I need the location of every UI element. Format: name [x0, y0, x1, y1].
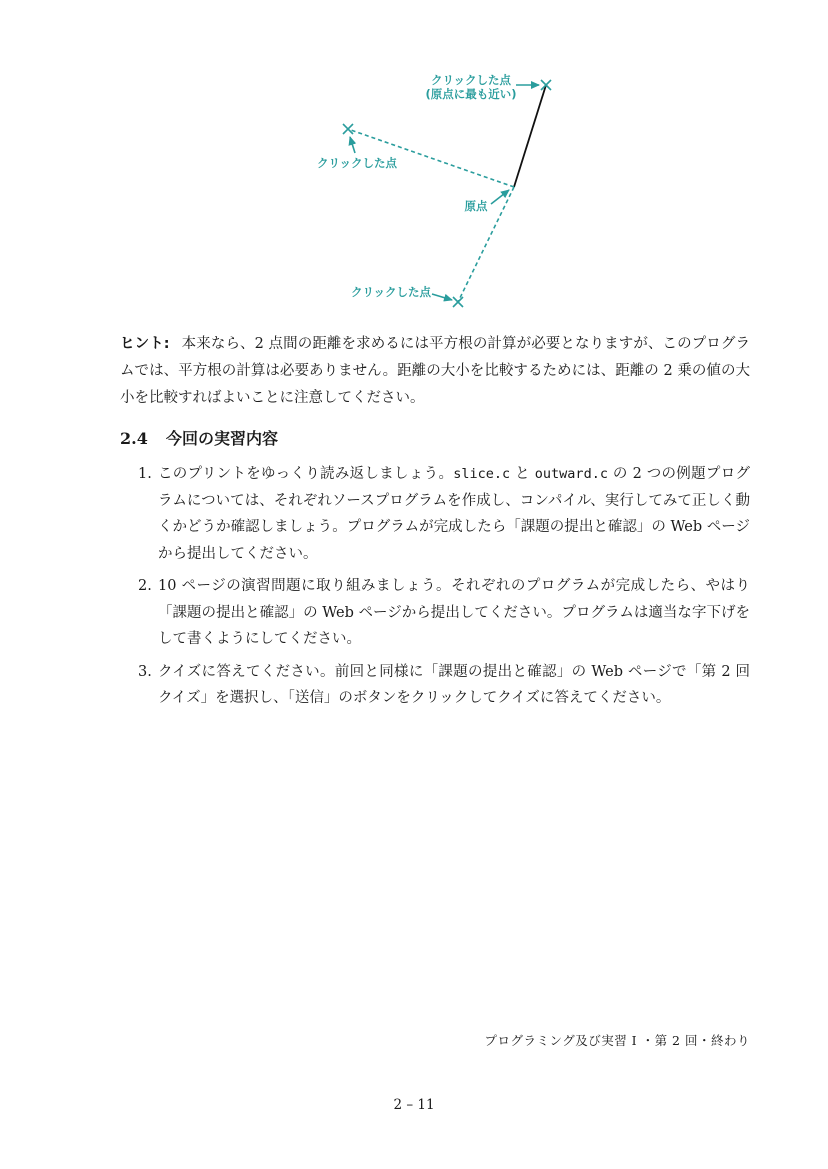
list-item	[120, 659, 750, 712]
x-marker-icon	[343, 124, 353, 134]
nearest-distance-line	[514, 85, 546, 187]
arrow-to-lower-point	[432, 294, 452, 300]
page-number: 2 – 11	[393, 1097, 435, 1113]
label-click-upper-left: クリックした点	[316, 156, 398, 170]
item-text: このプリントをゆっくり読み返しましょう。	[158, 466, 454, 482]
item-text: の 2 つの例題プログラムについては、それぞれソースプログラムを作成し、コンパイル、実行してみて正しく動くかどうか確認しましょう。プログラムが完成したら「課題の提出と確認」の Web ページから提出してください。	[158, 466, 750, 562]
label-origin: 原点	[464, 199, 488, 213]
list-marker: 3.	[138, 663, 152, 680]
item-text: クイズに答えてください。前回と同様に「課題の提出と確認」の Web ページで「第 2 回 クイズ」を選択し、「送信」のボタンをクリックしてクイズに答えてください。	[158, 663, 750, 706]
label-click-lower: クリックした点	[350, 285, 432, 299]
x-marker-icon	[453, 297, 463, 307]
list-item	[120, 573, 750, 653]
nearest-point-diagram	[0, 0, 828, 320]
list-item	[120, 461, 750, 567]
item-text: と	[510, 466, 535, 482]
chapter-end-title: プログラミング及び実習 I ・第 2 回・終わり	[484, 1033, 750, 1048]
filename-slice: slice.c	[453, 466, 511, 482]
list-marker: 2.	[138, 578, 152, 594]
hint-text: 本来なら、2 点間の距離を求めるには平方根の計算が必要となりますが、このプログラムでは、平方根の計算は必要ありません。距離の大小を比較するためには、距離の 2 乗の値の大小を比較すればよいことに注意してください。	[120, 336, 750, 406]
section-heading	[120, 426, 278, 449]
filename-outward: outward.c	[534, 466, 608, 482]
hint-paragraph	[120, 331, 750, 412]
arrow-to-upper-left-point	[350, 137, 355, 153]
list-marker: 1.	[138, 466, 152, 482]
label-nearest-click-note: (原点に最も近い)	[425, 87, 517, 101]
x-marker-icon	[541, 80, 551, 90]
task-list	[120, 461, 750, 718]
section-title: 今回の実習内容	[166, 429, 279, 448]
label-nearest-click: クリックした点	[430, 73, 512, 87]
item-text: 10 ページの演習問題に取り組みましょう。それぞれのプログラムが完成したら、やはり「課題の提出と確認」の Web ページから提出してください。プログラムは適当な字下げをして書くようにしてください。	[158, 578, 750, 647]
section-number: 2.4	[120, 429, 148, 448]
hint-label: ヒント:	[120, 336, 170, 352]
